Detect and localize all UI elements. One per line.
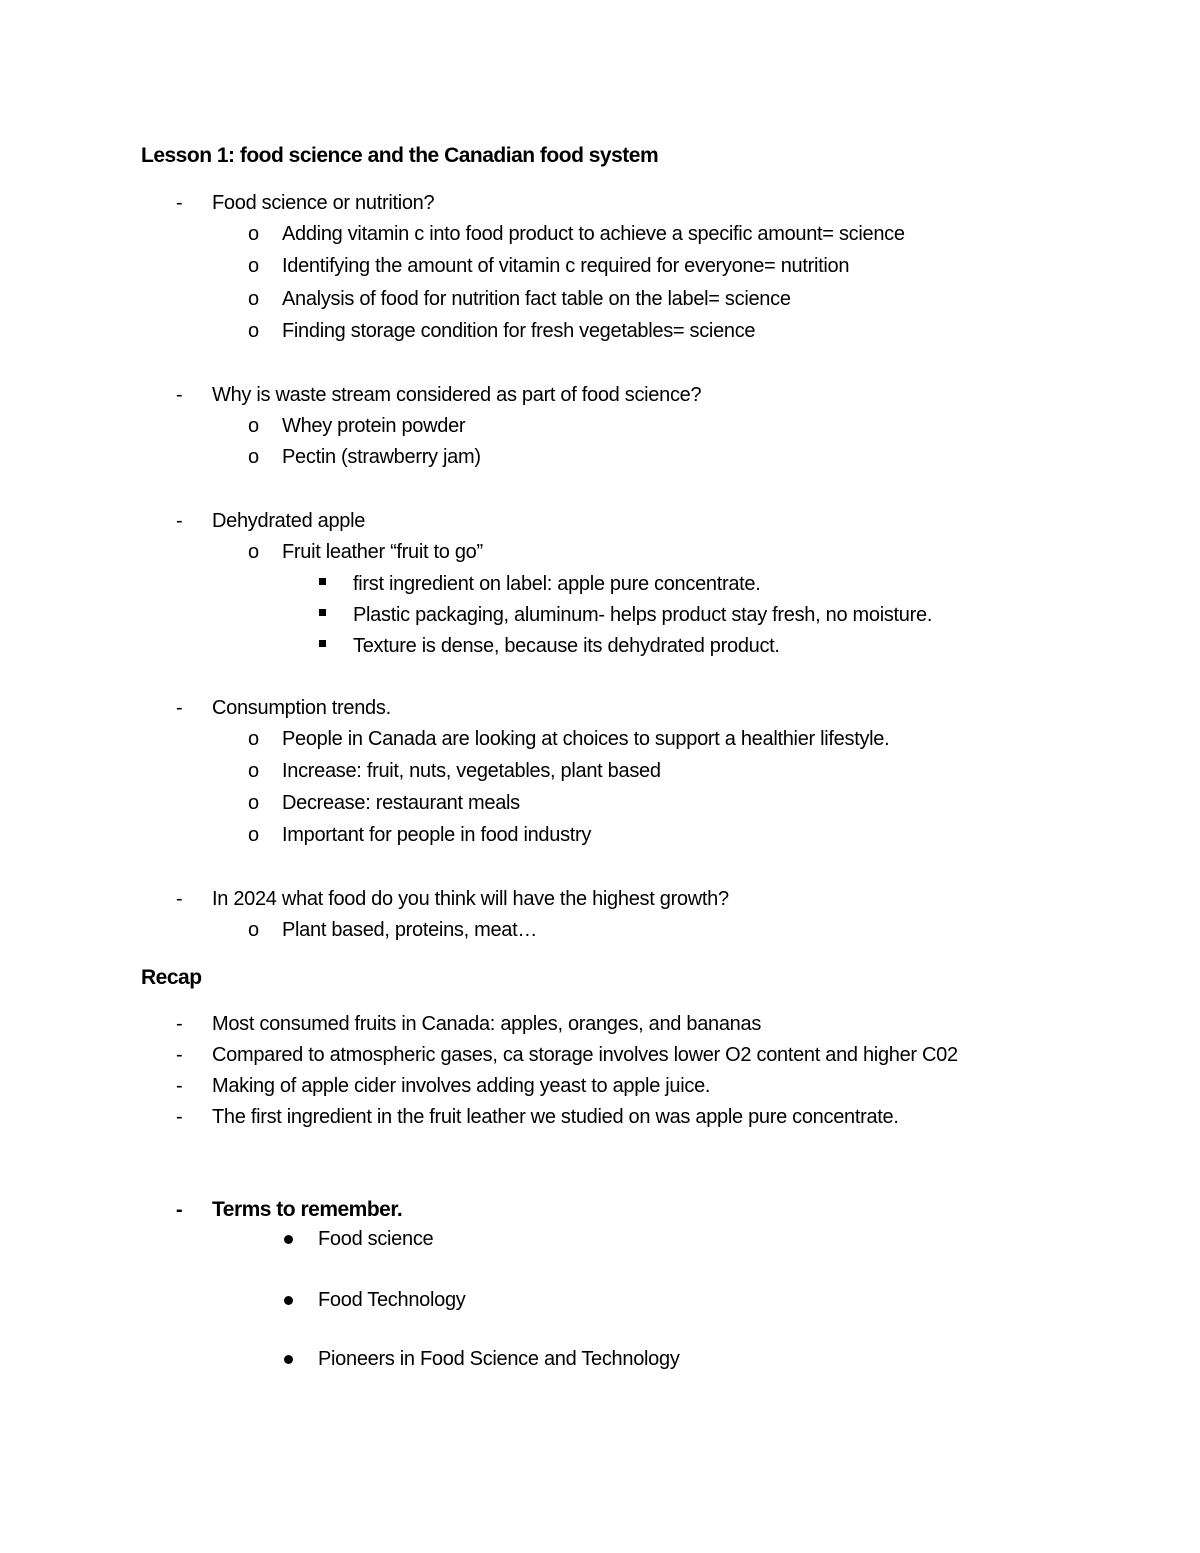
bullet-dot xyxy=(284,1355,293,1364)
dash-marker: - xyxy=(176,1106,183,1128)
list-item: Decrease: restaurant meals xyxy=(282,792,520,814)
recap-item: Most consumed fruits in Canada: apples, oranges, and bananas xyxy=(212,1013,762,1035)
list-item: Increase: fruit, nuts, vegetables, plant based xyxy=(282,760,661,782)
list-item: Whey protein powder xyxy=(282,415,466,437)
list-item: Important for people in food industry xyxy=(282,824,592,846)
circle-bullet: o xyxy=(248,415,260,437)
circle-bullet: o xyxy=(248,541,260,563)
list-item: Pectin (strawberry jam) xyxy=(282,446,481,468)
square-bullet xyxy=(319,609,326,616)
term-item: Food science xyxy=(318,1228,434,1250)
sub-list-item: Plastic packaging, aluminum- helps product stay fresh, no moisture. xyxy=(353,604,933,626)
list-item: Fruit leather “fruit to go” xyxy=(282,541,483,563)
dash-marker: - xyxy=(176,510,183,532)
dash-marker: - xyxy=(176,697,183,719)
dash-marker: - xyxy=(176,1013,183,1035)
term-item: Pioneers in Food Science and Technology xyxy=(318,1348,680,1370)
sub-list-item: Texture is dense, because its dehydrated product. xyxy=(353,635,780,657)
circle-bullet: o xyxy=(248,728,260,750)
recap-title: Recap xyxy=(141,966,202,989)
dash-marker: - xyxy=(176,192,183,214)
list-item: Finding storage condition for fresh vegetables= science xyxy=(282,320,756,342)
circle-bullet: o xyxy=(248,223,260,245)
recap-item: Compared to atmospheric gases, ca storage involves lower O2 content and higher C02 xyxy=(212,1044,958,1066)
bullet-dot xyxy=(284,1296,293,1305)
section-heading: Dehydrated apple xyxy=(212,510,366,532)
dash-marker: - xyxy=(176,888,183,910)
dash-marker: - xyxy=(176,1199,183,1221)
list-item: Adding vitamin c into food product to achieve a specific amount= science xyxy=(282,223,905,245)
terms-title: Terms to remember. xyxy=(212,1198,403,1221)
sub-list-item: first ingredient on label: apple pure concentrate. xyxy=(353,573,761,595)
term-item: Food Technology xyxy=(318,1289,466,1311)
list-item: Plant based, proteins, meat… xyxy=(282,919,538,941)
dash-marker: - xyxy=(176,384,183,406)
circle-bullet: o xyxy=(248,919,260,941)
list-item: People in Canada are looking at choices to support a healthier lifestyle. xyxy=(282,728,890,750)
square-bullet xyxy=(319,640,326,647)
list-item: Identifying the amount of vitamin c required for everyone= nutrition xyxy=(282,255,850,277)
circle-bullet: o xyxy=(248,320,260,342)
section-heading: Consumption trends. xyxy=(212,697,391,719)
bullet-dot xyxy=(284,1235,293,1244)
dash-marker: - xyxy=(176,1044,183,1066)
circle-bullet: o xyxy=(248,760,260,782)
section-heading: Why is waste stream considered as part of food science? xyxy=(212,384,702,406)
square-bullet xyxy=(319,578,326,585)
circle-bullet: o xyxy=(248,824,260,846)
circle-bullet: o xyxy=(248,792,260,814)
circle-bullet: o xyxy=(248,446,260,468)
dash-marker: - xyxy=(176,1075,183,1097)
recap-item: The first ingredient in the fruit leather we studied on was apple pure concentrate. xyxy=(212,1106,899,1128)
list-item: Analysis of food for nutrition fact table on the label= science xyxy=(282,288,791,310)
lesson-title: Lesson 1: food science and the Canadian food system xyxy=(141,144,659,167)
section-heading: Food science or nutrition? xyxy=(212,192,435,214)
circle-bullet: o xyxy=(248,255,260,277)
recap-item: Making of apple cider involves adding yeast to apple juice. xyxy=(212,1075,711,1097)
section-heading: In 2024 what food do you think will have the highest growth? xyxy=(212,888,729,910)
circle-bullet: o xyxy=(248,288,260,310)
